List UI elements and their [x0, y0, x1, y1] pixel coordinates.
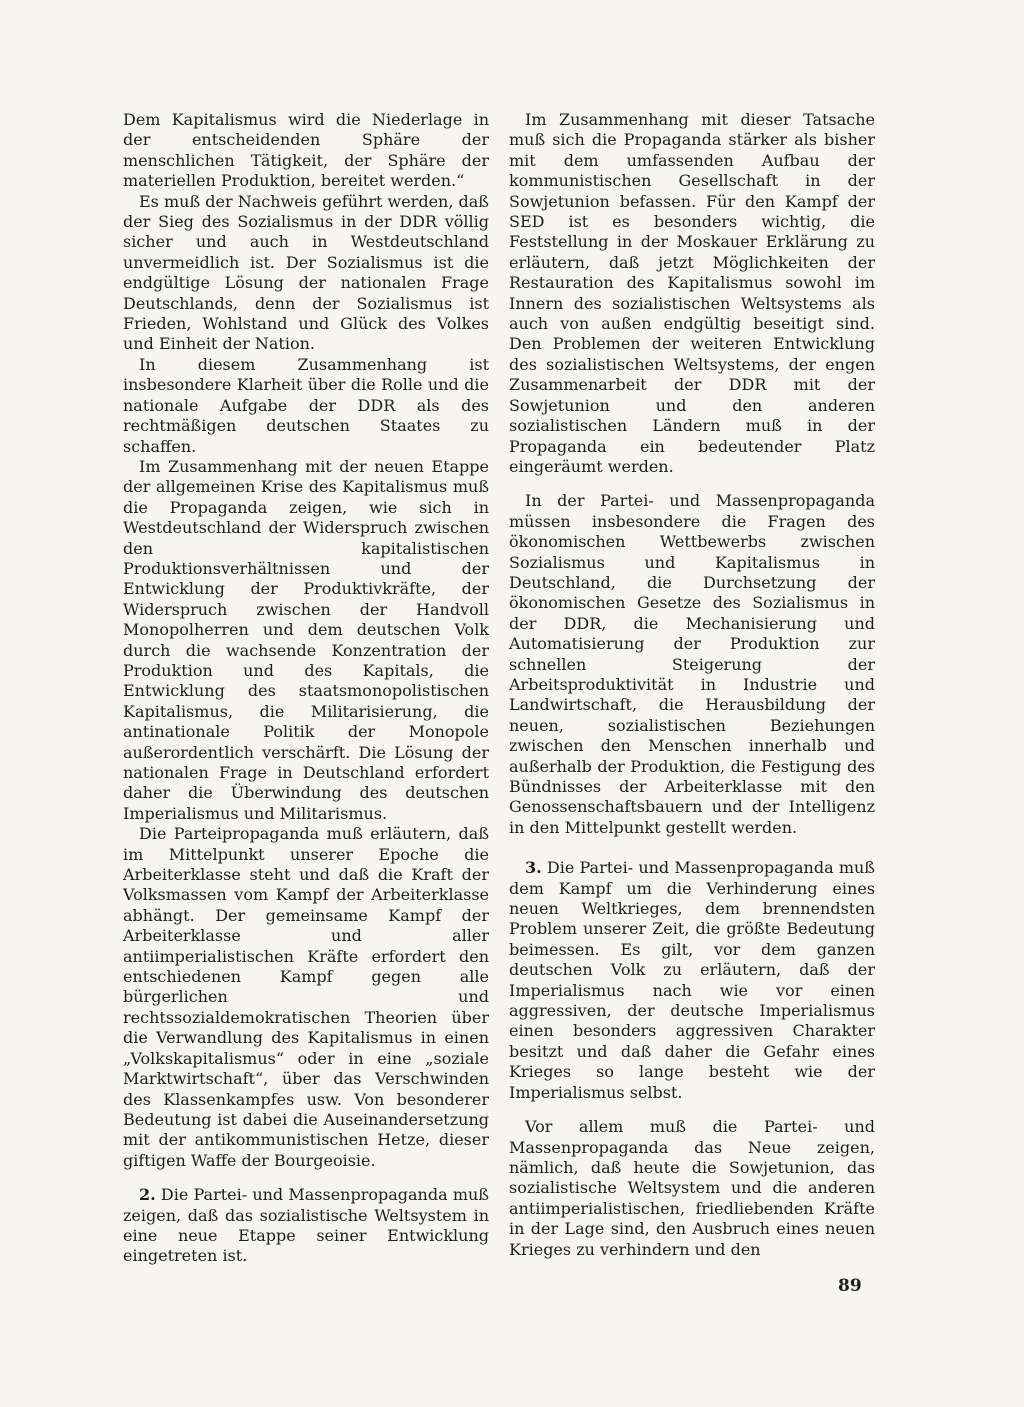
paragraph: Im Zusammenhang mit der neuen Etappe der allgemeinen Krise des Kapitalismus muß die Propaganda zeigen, wie sich in Westdeutschland der Widerspruch zwischen den kapitalistischen Produktionsverhältnissen und der Entwicklung der Produktivkräfte, der Widerspruch zwischen der Handvoll Monopolherren und dem deutschen Volk durch die wachsende Konzentration der Produktion und des Kapitals, die Entwicklung des staatsmonopolistischen Kapitalismus, die Militarisierung, die antinationale Politik der Monopole außerordentlich verschärft. Die Lösung der nationalen Frage in Deutschland erfordert daher die Überwindung des deutschen Imperialismus und Militarismus.	[123, 456, 489, 823]
right-column	[509, 110, 875, 1260]
section-number: 3.	[525, 858, 542, 878]
paragraph: Dem Kapitalismus wird die Niederlage in der entscheidenden Sphäre der menschlichen Tätigkeit, der Sphäre der materiellen Produktion, bereitet werden.“	[123, 110, 489, 191]
paragraph: In der Partei- und Massenpropaganda müssen insbesondere die Fragen des ökonomischen Wettbewerbs zwischen Sozialismus und Kapitalismus in Deutschland, die Durchsetzung der ökonomischen Gesetze des Sozialismus in der DDR, die Mechanisierung und Automatisierung der Produktion zur schnellen Steigerung der Arbeitsproduktivität in Industrie und Landwirtschaft, die Herausbildung der neuen, sozialistischen Beziehungen zwischen den Menschen innerhalb und außerhalb der Produktion, die Festigung des Bündnisses der Arbeiterklasse mit den Genossenschaftsbauern und der Intelligenz in den Mittelpunkt gestellt werden.	[509, 491, 875, 837]
numbered-paragraph	[509, 858, 875, 1103]
page-number: 89	[838, 1276, 862, 1296]
numbered-paragraph	[123, 1185, 489, 1267]
paragraph-text: Die Partei- und Massenpropaganda muß dem Kampf um die Verhinderung eines neuen Weltkrieges, dem brennendsten Problem unserer Zeit, die größte Bedeutung beimessen. Es gilt, vor dem ganzen deutschen Volk zu erläutern, daß der Imperialismus nach wie vor einen aggressiven, der deutsche Imperialismus einen besonders aggressiven Charakter besitzt und daß daher die Gefahr eines Krieges so lange besteht wie der Imperialismus selbst.	[509, 858, 875, 1102]
section-number: 2.	[139, 1185, 156, 1205]
left-column	[123, 110, 489, 1267]
paragraph: Vor allem muß die Partei- und Massenpropaganda das Neue zeigen, nämlich, daß heute die Sowjetunion, das sozialistische Weltsystem und die anderen antiimperialistischen, friedliebenden Kräfte in der Lage sind, den Ausbruch eines neuen Krieges zu verhindern und den	[509, 1117, 875, 1259]
paragraph: Die Parteipropaganda muß erläutern, daß im Mittelpunkt unserer Epoche die Arbeiterklasse steht und daß die Kraft der Volksmassen vom Kampf der Arbeiterklasse abhängt. Der gemeinsame Kampf der Arbeiterklasse und aller antiimperialistischen Kräfte erfordert den entschiedenen Kampf gegen alle bürgerlichen und rechtssozialdemokratischen Theorien über die Verwandlung des Kapitalismus in einen „Volkskapitalismus“ oder in eine „soziale Marktwirtschaft“, über das Verschwinden des Klassenkampfes usw. Von besonderer Bedeutung ist dabei die Auseinandersetzung mit der antikommunistischen Hetze, dieser giftigen Waffe der Bourgeoisie.	[123, 824, 489, 1170]
paragraph-text: Die Partei- und Massenpropaganda muß zeigen, daß das sozialistische Weltsystem in eine neue Etappe seiner Entwicklung eingetreten ist.	[123, 1185, 489, 1266]
paragraph: In diesem Zusammenhang ist insbesondere Klarheit über die Rolle und die nationale Aufgabe der DDR als des rechtmäßigen deutschen Staates zu schaffen.	[123, 354, 489, 456]
paragraph: Es muß der Nachweis geführt werden, daß der Sieg des Sozialismus in der DDR völlig sicher und auch in Westdeutschland unvermeidlich ist. Der Sozialismus ist die endgültige Lösung der nationalen Frage Deutschlands, denn der Sozialismus ist Frieden, Wohlstand und Glück des Volkes und Einheit der Nation.	[123, 191, 489, 354]
paragraph: Im Zusammenhang mit dieser Tatsache muß sich die Propaganda stärker als bisher mit dem umfassenden Aufbau der kommunistischen Gesellschaft in der Sowjetunion befassen. Für den Kampf der SED ist es besonders wichtig, die Feststellung in der Moskauer Erklärung zu erläutern, daß jetzt Möglichkeiten der Restauration des Kapitalismus sowohl im Innern des sozialistischen Weltsystems als auch von außen endgültig beseitigt sind. Den Problemen der weiteren Entwicklung des sozialistischen Weltsystems, der engen Zusammenarbeit der DDR mit der Sowjetunion und den anderen sozialistischen Ländern muß in der Propaganda ein bedeutender Platz eingeräumt werden.	[509, 110, 875, 476]
